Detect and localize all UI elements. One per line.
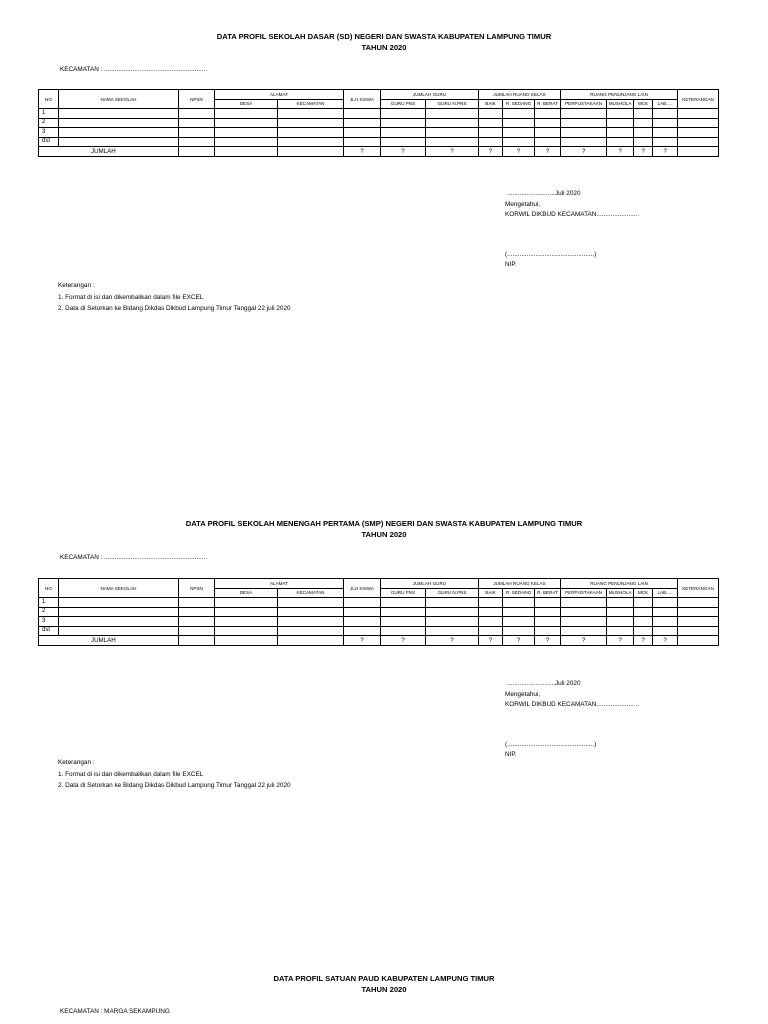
total-mushola: ? (607, 636, 634, 646)
total-r-berat: ? (535, 147, 561, 157)
sd-title-line1: DATA PROFIL SEKOLAH DASAR (SD) NEGERI DAN SWASTA KABUPATEN LAMPUNG TIMUR (216, 32, 552, 41)
paud-title-line1: DATA PROFIL SATUAN PAUD KABUPATEN LAMPUNG TIMUR (273, 974, 495, 983)
total-mushola: ? (607, 147, 634, 157)
signature-korwil: KORWIL DIKBUD KECAMATAN........................ (505, 211, 639, 218)
col-perpustakaan: PERPUSTAKAAN (561, 99, 607, 109)
col-keterangan: KETERANGAN (678, 579, 719, 598)
total-perpustakaan: ? (561, 147, 607, 157)
notes-heading: Keterangan : (58, 282, 95, 289)
table-total-row (39, 636, 719, 646)
row-number: dst (39, 626, 59, 636)
row-number: 3 (39, 128, 59, 138)
notes-item: 1. Format di isi dan dikembalikan dalam file EXCEL (58, 770, 204, 778)
col-alamat: ALAMAT (215, 90, 344, 100)
row-number: 1 (39, 598, 59, 608)
col-r-sedang: R. SEDANG (503, 588, 535, 598)
col-r-berat: R. BERAT (535, 588, 561, 598)
col-perpustakaan: PERPUSTAKAAN (561, 588, 607, 598)
total-perpustakaan: ? (561, 636, 607, 646)
col-kecamatan: KECAMATAN (278, 99, 344, 109)
sd-title-line2: TAHUN 2020 (361, 43, 407, 52)
table-row (39, 626, 719, 636)
signature-date: ...........................Juli 2020 (507, 680, 581, 687)
sd-kecamatan-label: KECAMATAN : .......................................................... (60, 66, 208, 73)
col-jumlah-ruang-kelas: JUMLAH RUANG KELAS (479, 90, 561, 100)
col-npsn: NPSN (179, 579, 215, 598)
notes-heading: Keterangan : (58, 759, 95, 766)
col-r-berat: R. BERAT (535, 99, 561, 109)
col-keterangan: KETERANGAN (678, 90, 719, 109)
signature-mengetahui: Mengetahui, (505, 690, 541, 698)
smp-title-line1: DATA PROFIL SEKOLAH MENENGAH PERTAMA (SMP) NEGERI DAN SWASTA KABUPATEN LAMPUNG TIMUR (185, 519, 583, 528)
total-r-berat: ? (535, 636, 561, 646)
sd-signature-block (505, 189, 639, 271)
notes-item: 2. Data di Setorkan ke Bidang Dikdas Dikbud Lampung Timur Tanggal 22 juli 2020 (58, 305, 291, 312)
col-desa: DESA (215, 588, 278, 598)
col-jumlah-guru: JUMLAH GURU (381, 579, 479, 589)
col-baik: BAIK (479, 99, 503, 109)
smp-title-line2: TAHUN 2020 (361, 530, 407, 539)
total-mck: ? (634, 147, 653, 157)
col-nama-sekolah: NAMA SEKOLAH (59, 90, 179, 109)
col-r-sedang: R. SEDANG (503, 99, 535, 109)
table-total-row (39, 147, 719, 157)
col-no: NO (39, 90, 59, 109)
total-guru-npns: ? (426, 147, 479, 157)
col-mushola: MUSHOLA (607, 588, 634, 598)
smp-notes (58, 757, 291, 792)
row-number: 2 (39, 607, 59, 617)
signature-nip: NIP. (505, 261, 517, 268)
signature-mengetahui: Mengetahui, (505, 200, 541, 208)
total-jlh-siswa: ? (344, 147, 381, 157)
sd-data-table (38, 89, 719, 157)
paud-title-line2: TAHUN 2020 (361, 985, 407, 994)
total-r-sedang: ? (503, 147, 535, 157)
total-jlh-siswa: ? (344, 636, 381, 646)
col-alamat: ALAMAT (215, 579, 344, 589)
table-row (39, 137, 719, 147)
col-jumlah-ruang-kelas: JUMLAH RUANG KELAS (479, 579, 561, 589)
table-row (39, 607, 719, 617)
total-mck: ? (634, 636, 653, 646)
total-lab: ? (653, 636, 678, 646)
table-row (39, 598, 719, 608)
signature-name-line: (.................................................) (505, 250, 597, 258)
sd-notes (58, 280, 291, 315)
paud-kecamatan-label: KECAMATAN : MARGA SEKAMPUNG (60, 1008, 170, 1015)
col-guru-pns: GURU PNS (381, 588, 426, 598)
signature-date: ...........................Juli 2020 (507, 190, 581, 197)
col-mushola: MUSHOLA (607, 99, 634, 109)
notes-item: 2. Data di Setorkan ke Bidang Dikdas Dikbud Lampung Timur Tanggal 22 juli 2020 (58, 782, 291, 789)
paud-title (0, 973, 768, 995)
total-guru-pns: ? (381, 636, 426, 646)
table-row (39, 109, 719, 119)
col-lab: LAB..... (653, 588, 678, 598)
col-no: NO (39, 579, 59, 598)
col-nama-sekolah: NAMA SEKOLAH (59, 579, 179, 598)
table-header-row (39, 90, 719, 100)
col-lab: LAB..... (653, 99, 678, 109)
col-baik: BAIK (479, 588, 503, 598)
col-guru-npns: GURU N.PNS (426, 99, 479, 109)
total-baik: ? (479, 636, 503, 646)
signature-name-line: (.................................................) (505, 740, 597, 748)
row-number: 2 (39, 118, 59, 128)
col-mck: MCK (634, 99, 653, 109)
total-lab: ? (653, 147, 678, 157)
col-jlh-siswa: JLH SISWA (344, 579, 381, 598)
sd-title (0, 31, 768, 53)
table-row (39, 617, 719, 627)
smp-title (0, 518, 768, 540)
total-label: JUMLAH (39, 636, 179, 646)
row-number: dst (39, 137, 59, 147)
col-npsn: NPSN (179, 90, 215, 109)
signature-korwil: KORWIL DIKBUD KECAMATAN........................ (505, 701, 639, 708)
total-guru-npns: ? (426, 636, 479, 646)
signature-nip: NIP. (505, 751, 517, 758)
total-r-sedang: ? (503, 636, 535, 646)
smp-data-table (38, 578, 719, 646)
col-ruang-penunjang: RUANG PENUNJANG LAIN (561, 90, 678, 100)
col-guru-pns: GURU PNS (381, 99, 426, 109)
col-jumlah-guru: JUMLAH GURU (381, 90, 479, 100)
total-baik: ? (479, 147, 503, 157)
row-number: 3 (39, 617, 59, 627)
col-mck: MCK (634, 588, 653, 598)
col-ruang-penunjang: RUANG PENUNJANG LAIN (561, 579, 678, 589)
col-jlh-siswa: JLH SISWA (344, 90, 381, 109)
notes-item: 1. Format di isi dan dikembalikan dalam file EXCEL (58, 293, 204, 301)
total-label: JUMLAH (39, 147, 179, 157)
col-guru-npns: GURU N.PNS (426, 588, 479, 598)
col-desa: DESA (215, 99, 278, 109)
table-row (39, 118, 719, 128)
row-number: 1 (39, 109, 59, 119)
col-kecamatan: KECAMATAN (278, 588, 344, 598)
table-header-row (39, 579, 719, 589)
table-row (39, 128, 719, 138)
total-guru-pns: ? (381, 147, 426, 157)
smp-kecamatan-label: KECAMATAN : .......................................................... (60, 554, 208, 561)
smp-signature-block (505, 679, 639, 761)
